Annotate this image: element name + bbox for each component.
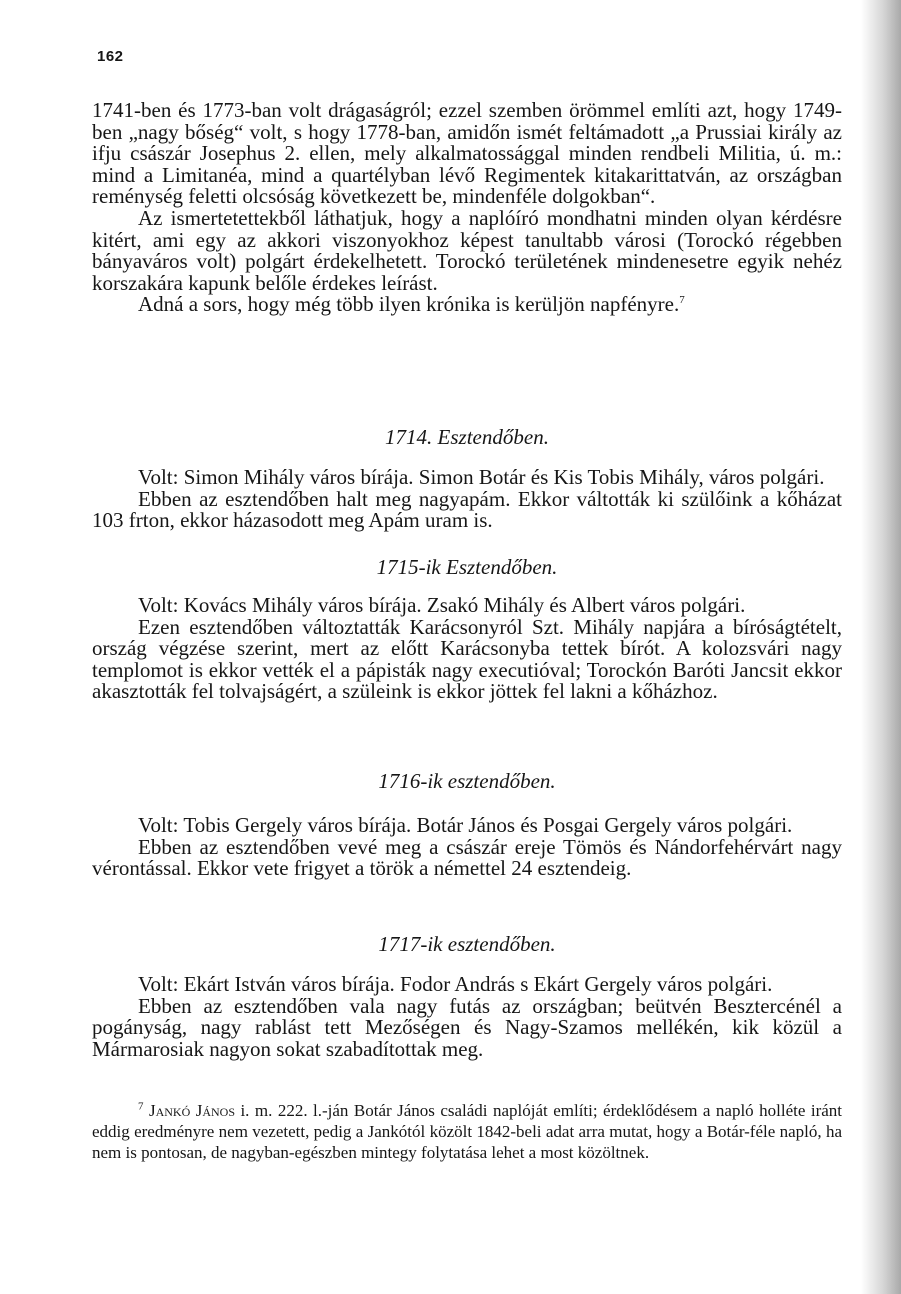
section-paragraph: Volt: Ekárt István város bírája. Fodor András s Ekárt Gergely város polgári. xyxy=(138,972,773,996)
section-body-1716 xyxy=(92,815,842,880)
footnote xyxy=(92,1100,842,1163)
intro-paragraph-3 xyxy=(92,294,842,316)
section-heading-1717: 1717-ik esztendőben. xyxy=(378,932,556,956)
section-heading-1714: 1714. Esztendőben. xyxy=(385,425,549,449)
section-paragraph: Volt: Tobis Gergely város bírája. Botár János és Posgai Gergely város polgári. xyxy=(138,813,793,837)
page-number: 162 xyxy=(97,48,124,65)
section-paragraph: Ezen esztendőben változtatták Karácsonyról Szt. Mihály napjára a bíróságtételt, ország végzése szerint, mert az előtt Karácsonyba tettek bírót. A kolozsvári nagy templomot is ekkor vették el a pápisták nagy executióval; Torockón Baróti Jancsit ekkor akasztották fel tolvajságért, a szüleink is ekkor jöttek fel lakni a kőházhoz. xyxy=(92,614,842,704)
footnote-marker: 7 xyxy=(138,1100,144,1113)
page-edge-shadow xyxy=(861,0,901,1294)
intro-paragraph-1: 1741-ben és 1773-ban volt drágaságról; ezzel szemben örömmel említi azt, hogy 1749-ben „nagy bőség“ volt, s hogy 1778-ban, amidőn ismét feltámadott „a Prussiai király az ifju császár Josephus 2. ellen, mely alkalmatossággal minden rendbeli Militia, ú. m.: mind a Limitanéa, mind a quartélyban lévő Regimentek kitakarittatván, az országban reménység feletti olcsóság következett be, mindenféle dolgokban“. xyxy=(92,98,842,209)
section-paragraph: Ebben az esztendőben vevé meg a császár ereje Tömös és Nándorfehérvárt nagy vérontással. Ekkor vete frigyet a török a némettel 24 esztendeig. xyxy=(92,834,842,881)
footnote-paragraph xyxy=(92,1100,842,1163)
footnote-reference: 7 xyxy=(679,294,685,307)
section-paragraph: Ebben az esztendőben halt meg nagyapám. Ekkor váltották ki szülőink a kőházat 103 frton, ekkor házasodott meg Apám uram is. xyxy=(92,486,842,533)
section-body-1715 xyxy=(92,595,842,703)
intro-paragraph-3-text: Adná a sors, hogy még több ilyen krónika is kerüljön napfényre. xyxy=(138,292,680,317)
section-heading-1716: 1716-ik esztendőben. xyxy=(378,769,556,793)
footnote-author: Jankó János xyxy=(148,1101,235,1120)
section-body-1714 xyxy=(92,467,842,532)
intro-paragraph-2: Az ismertetettekből láthatjuk, hogy a naplóíró mondhatni minden olyan kérdésre kitért, ami egy az akkori viszonyokhoz képest tanultabb városi (Torockó régebben bányaváros volt) polgárt érdekelhetett. Torockó területének mindenesetre egyik nehéz korszakára kapunk belőle érdekes leírást. xyxy=(92,205,842,295)
section-body-1717 xyxy=(92,974,842,1060)
section-paragraph: Ebben az esztendőben vala nagy futás az országban; beütvén Besztercénél a pogányság, nagy rablást tett Mezőségen és Nagy-Szamos mellékén, kik közül a Mármarosiak nagyon sokat szabadítottak meg. xyxy=(92,993,842,1061)
intro-text xyxy=(92,100,842,316)
footnote-text: i. m. 222. l.-ján Botár János családi naplóját említi; érdeklődésem a napló holléte iránt eddig eredményre nem vezetett, pedig a Jankótól közölt 1842-beli adat arra mutat, hogy a Botár-féle napló, ha nem is pontosan, de nagyban-egészben mintegy folytatása lehet a most közöltnek. xyxy=(92,1101,843,1162)
section-paragraph: Volt: Simon Mihály város bírája. Simon Botár és Kis Tobis Mihály, város polgári. xyxy=(138,465,825,489)
section-heading-1715: 1715-ik Esztendőben. xyxy=(376,555,558,579)
section-paragraph: Volt: Kovács Mihály város bírája. Zsakó Mihály és Albert város polgári. xyxy=(138,593,746,617)
